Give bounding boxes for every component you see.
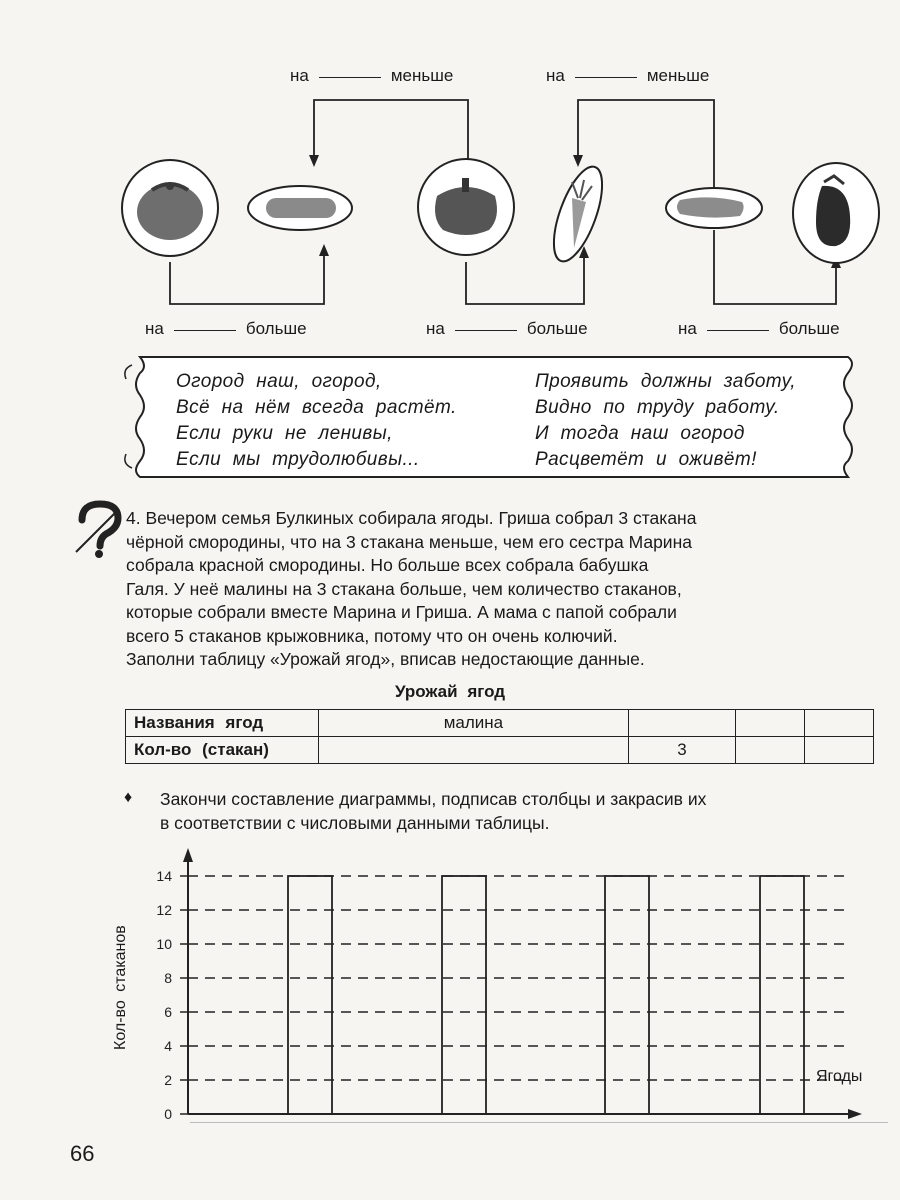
table-cell[interactable] <box>736 737 805 764</box>
bar <box>442 876 486 1114</box>
label-bottom-3: на больше <box>678 319 840 338</box>
label-bottom-2: на больше <box>426 319 588 338</box>
berries-chart <box>0 840 900 1140</box>
table-cell[interactable] <box>805 710 874 737</box>
table-cell[interactable] <box>805 737 874 764</box>
y-tick-label: 6 <box>164 1004 172 1020</box>
bullet-icon: ♦ <box>124 789 133 806</box>
y-tick-label: 10 <box>156 936 172 952</box>
x-axis-arrow-icon <box>848 1109 862 1119</box>
row-header-names: Названия ягод <box>126 710 319 737</box>
table-row <box>126 710 874 737</box>
y-axis-label: Кол-во стаканов <box>112 925 129 1050</box>
y-tick-label: 12 <box>156 902 172 918</box>
y-tick-label: 14 <box>156 868 172 884</box>
berries-table <box>125 709 874 764</box>
y-tick-label: 2 <box>164 1072 172 1088</box>
row-header-counts: Кол-во (стакан) <box>126 737 319 764</box>
y-tick-label: 4 <box>164 1038 172 1054</box>
diagram-task-text: Закончи составление диаграммы, подписав столбцы и закрасив их в соответствии с числовыми данными таблицы. <box>160 789 707 833</box>
bar <box>760 876 804 1114</box>
bar <box>605 876 649 1114</box>
page-number: 66 <box>70 1141 95 1166</box>
table-cell[interactable] <box>736 710 805 737</box>
task-4-text: 4. Вечером семья Булкиных собирала ягоды. Гриша собрал 3 стакана чёрной смородины, что на 3 стакана меньше, чем его сестра Марина собрала красной смородины. Но больше всех собрала бабушка Галя. У неё малины на 3 стакана больше, чем количество стаканов, которые собрали вместе Марина и Гриша. А мама с папой собрали всего 5 стаканов крыжовника, потому что он очень колючий. Заполни таблицу «Урожай ягод», вписав недостающие данные. <box>126 508 697 669</box>
y-tick-label: 0 <box>164 1106 172 1122</box>
label-top-left: на меньше <box>290 66 454 85</box>
table-row <box>126 737 874 764</box>
footer-rule <box>190 1122 888 1123</box>
poem-left: Огород наш, огород, Всё на нём всегда растёт. Если руки не ленивы, Если мы трудолюбивы... <box>176 371 457 470</box>
x-axis-label: Ягоды <box>816 1068 863 1085</box>
table-cell[interactable] <box>319 737 629 764</box>
y-axis-arrow-icon <box>183 848 193 862</box>
poem-right: Проявить должны заботу, Видно по труду работу. И тогда наш огород Расцветёт и оживёт! <box>535 371 796 470</box>
y-tick-label: 8 <box>164 970 172 986</box>
question-mark-icon <box>72 500 124 560</box>
table-cell[interactable]: малина <box>319 710 629 737</box>
table-cell[interactable] <box>628 710 735 737</box>
label-bottom-1: на больше <box>145 319 307 338</box>
table-cell[interactable]: 3 <box>628 737 735 764</box>
table-title: Урожай ягод <box>394 682 506 701</box>
label-top-right: на меньше <box>546 66 710 85</box>
bar <box>288 876 332 1114</box>
